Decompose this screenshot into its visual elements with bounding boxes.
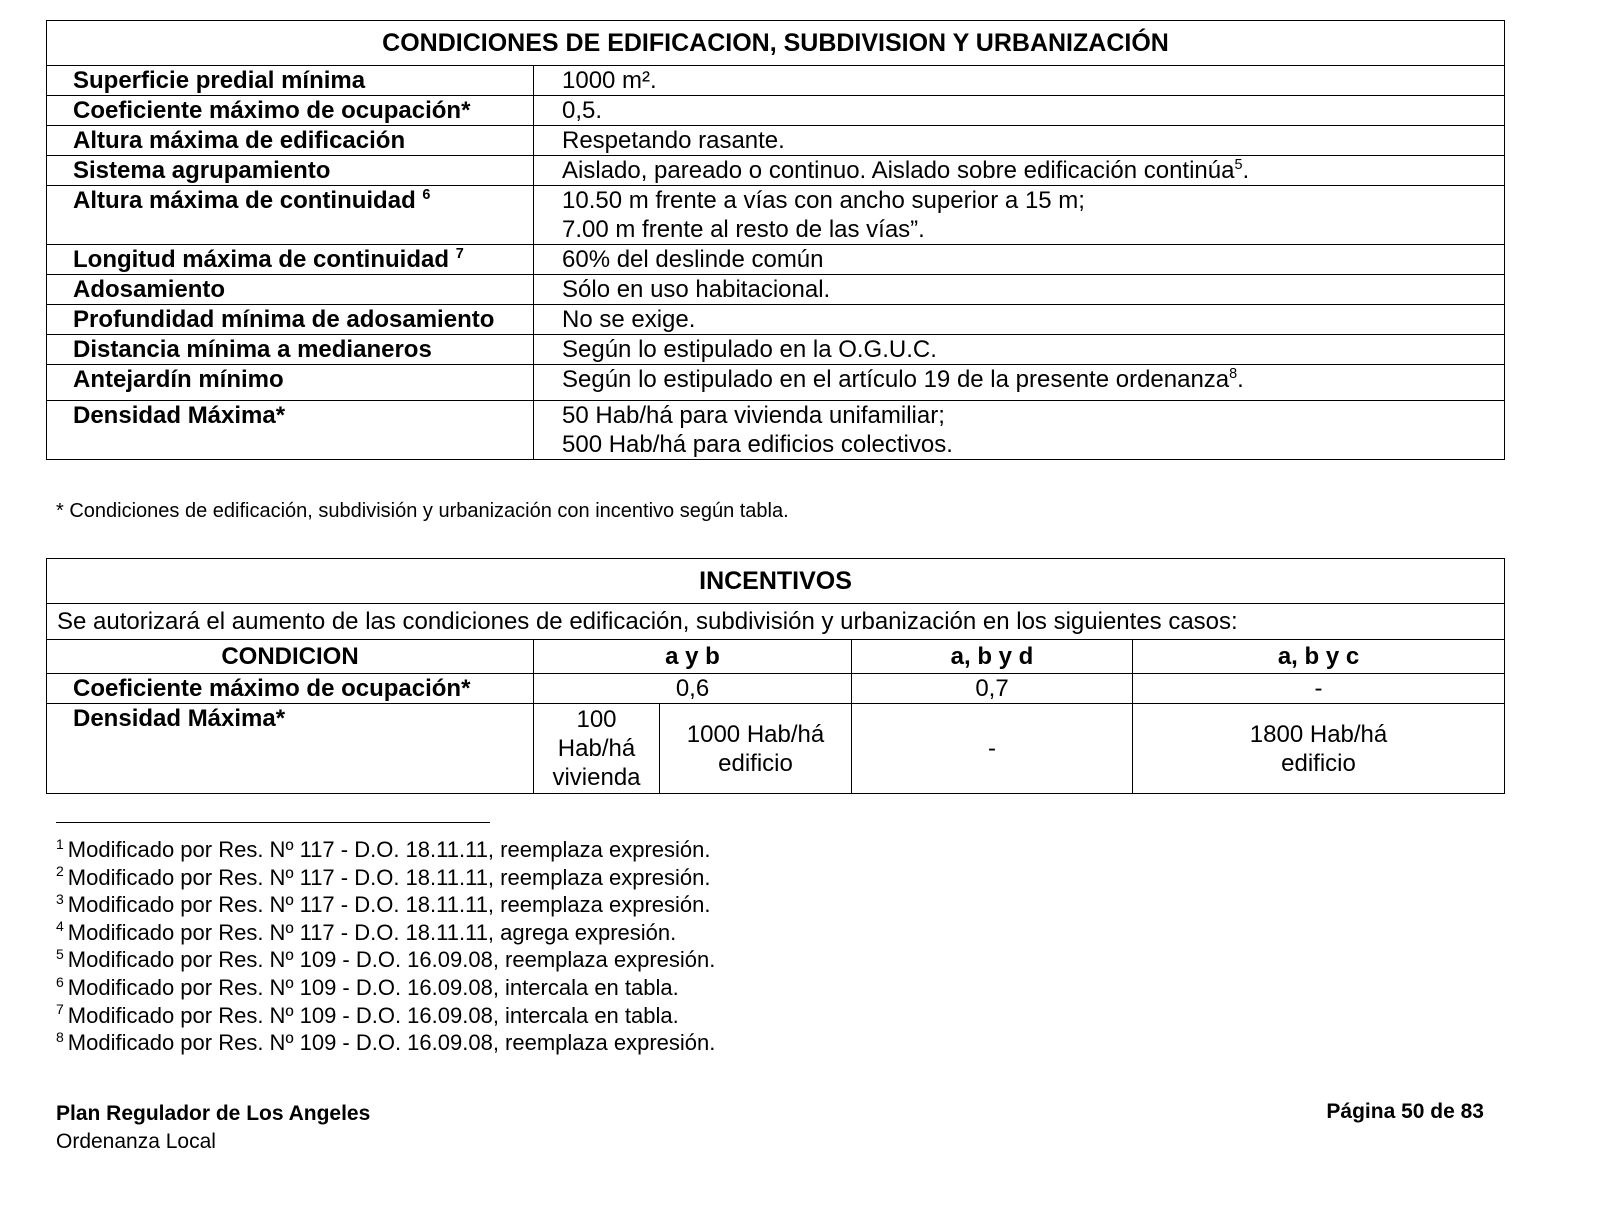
row-label: Sistema agrupamiento xyxy=(47,156,534,186)
table-row xyxy=(47,674,1505,704)
footnote-ref: 7 xyxy=(455,246,464,262)
footnote: $^6$ Modificado por Res. Nº 109 - D.O. 16.09.08, intercala en tabla. xyxy=(56,973,679,1000)
row-label: Distancia mínima a medianeros xyxy=(47,335,534,365)
cell-value: 100 Hab/há vivienda xyxy=(534,704,660,794)
cell-value: - xyxy=(852,704,1133,794)
row-label: Altura máxima de edificación xyxy=(47,126,534,156)
table-row xyxy=(47,401,1505,460)
row-value: Según lo estipulado en la O.G.U.C. xyxy=(534,335,1505,365)
table-row xyxy=(47,704,1505,794)
row-label: Densidad Máxima* xyxy=(47,401,534,460)
footnote-ref: 6 xyxy=(422,187,431,203)
footnote: $^3$ Modificado por Res. Nº 117 - D.O. 18.11.11, reemplaza expresión. xyxy=(56,890,711,918)
cell-value: 1800 Hab/há edificio xyxy=(1133,704,1505,794)
table-row xyxy=(47,66,1505,96)
column-header: a, b y c xyxy=(1133,640,1505,674)
page-number: Página 50 de 83 xyxy=(1326,1100,1484,1123)
footnote-ref: 8 xyxy=(1229,366,1238,382)
footnote-ref: 5 xyxy=(1234,157,1243,173)
cell-value: - xyxy=(1133,674,1505,704)
row-label: Densidad Máxima* xyxy=(47,704,534,794)
incentives-title: INCENTIVOS xyxy=(47,559,1505,604)
row-value: 10.50 m frente a vías con ancho superior a 15 m; 7.00 m frente al resto de las vías”. xyxy=(534,186,1505,245)
row-value: Según lo estipulado en el artículo 19 de la presente ordenanza$^8$. xyxy=(534,365,1505,401)
table-row xyxy=(47,156,1505,186)
document-footer xyxy=(56,1100,370,1156)
row-value: 50 Hab/há para vivienda unifamiliar; 500 Hab/há para edificios colectivos. xyxy=(534,401,1505,460)
row-label: Antejardín mínimo xyxy=(47,365,534,401)
row-value: No se exige. xyxy=(534,305,1505,335)
row-label: Longitud máxima de continuidad $^7$ xyxy=(47,245,534,275)
row-value: 60% del deslinde común xyxy=(534,245,1505,275)
row-value: 0,5. xyxy=(534,96,1505,126)
cell-value: 0,6 xyxy=(534,674,852,704)
row-value: 1000 m². xyxy=(534,66,1505,96)
footnote: $^5$ Modificado por Res. Nº 109 - D.O. 16.09.08, reemplaza expresión. xyxy=(56,946,716,973)
incentive-note: * Condiciones de edificación, subdivisión y urbanización con incentivo según tabla. xyxy=(56,500,789,522)
header-row xyxy=(47,640,1505,674)
row-label: Adosamiento xyxy=(47,275,534,305)
table-row xyxy=(47,335,1505,365)
row-value: Sólo en uso habitacional. xyxy=(534,275,1505,305)
document-subtitle: Ordenanza Local xyxy=(56,1130,216,1153)
incentives-table xyxy=(46,558,1505,794)
row-label: Altura máxima de continuidad $^6$ xyxy=(47,186,534,245)
conditions-table xyxy=(46,20,1505,460)
conditions-title: CONDICIONES DE EDIFICACION, SUBDIVISION Y URBANIZACIÓN xyxy=(47,21,1505,66)
cell-value: 0,7 xyxy=(852,674,1133,704)
table-row xyxy=(47,365,1505,401)
cell-value: 1000 Hab/há edificio xyxy=(660,704,852,794)
footnotes xyxy=(56,836,715,1057)
footnote: $^1$ Modificado por Res. Nº 117 - D.O. 18.11.11, reemplaza expresión. xyxy=(56,835,711,862)
row-label: Superficie predial mínima xyxy=(47,66,534,96)
document-title: Plan Regulador de Los Angeles xyxy=(56,1102,371,1125)
column-header: a, b y d xyxy=(852,640,1133,674)
table-row xyxy=(47,126,1505,156)
table-row xyxy=(47,96,1505,126)
footnote: $^4$ Modificado por Res. Nº 117 - D.O. 18.11.11, agrega expresión. xyxy=(56,918,677,945)
incentives-intro: Se autorizará el aumento de las condiciones de edificación, subdivisión y urbanización en los siguientes casos: xyxy=(47,604,1505,640)
row-label: Profundidad mínima de adosamiento xyxy=(47,305,534,335)
row-label: Coeficiente máximo de ocupación* xyxy=(47,674,534,704)
footnote: $^8$ Modificado por Res. Nº 109 - D.O. 16.09.08, reemplaza expresión. xyxy=(56,1028,716,1056)
column-header: a y b xyxy=(534,640,852,674)
table-row xyxy=(47,305,1505,335)
table-row xyxy=(47,275,1505,305)
row-value: Aislado, pareado o continuo. Aislado sobre edificación continúa$^5$. xyxy=(534,156,1505,186)
row-value: Respetando rasante. xyxy=(534,126,1505,156)
footnote-divider xyxy=(56,822,490,823)
table-row xyxy=(47,186,1505,245)
table-row xyxy=(47,245,1505,275)
column-header: CONDICION xyxy=(47,640,534,674)
row-label: Coeficiente máximo de ocupación* xyxy=(47,96,534,126)
footnote: $^2$ Modificado por Res. Nº 117 - D.O. 18.11.11, reemplaza expresión. xyxy=(56,863,711,890)
footnote: $^7$ Modificado por Res. Nº 109 - D.O. 16.09.08, intercala en tabla. xyxy=(56,1001,679,1028)
